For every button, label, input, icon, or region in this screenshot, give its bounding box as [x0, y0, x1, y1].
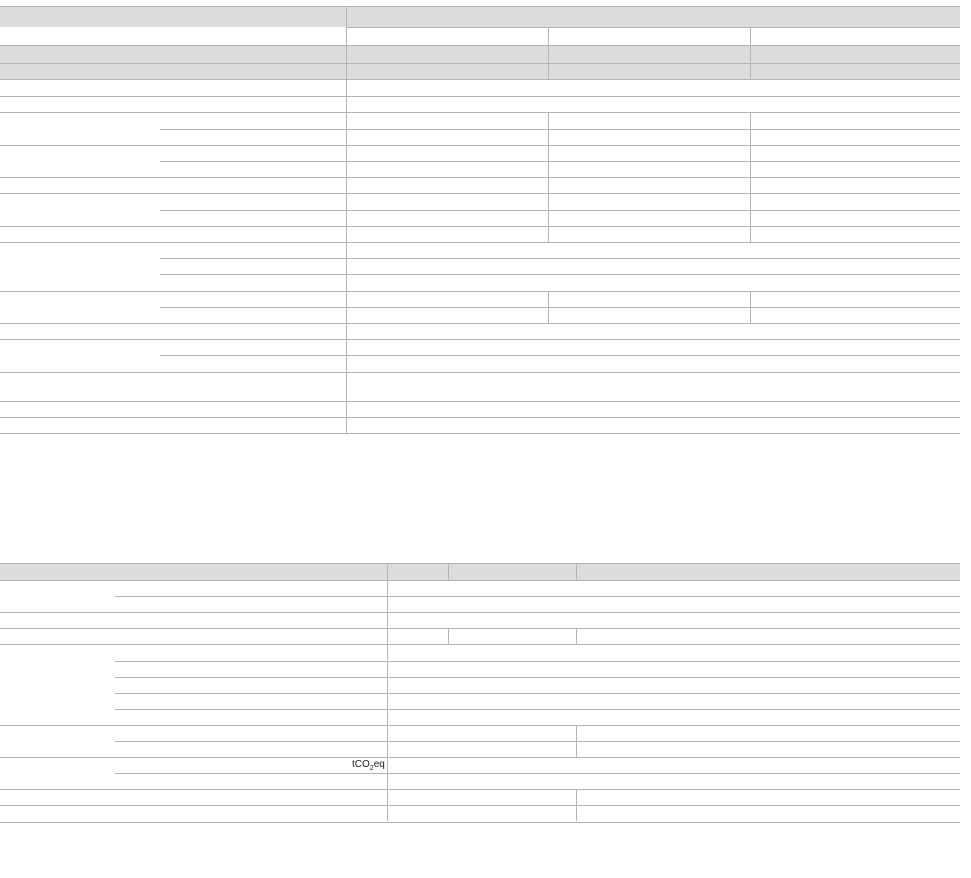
row-divider [0, 112, 960, 113]
column-divider [346, 274, 347, 290]
column-divider [346, 401, 347, 417]
row-divider [0, 177, 960, 178]
row-divider [0, 805, 960, 806]
row-divider [0, 79, 960, 80]
column-divider [387, 564, 388, 580]
column-divider [387, 612, 388, 628]
column-divider [448, 628, 449, 644]
row-divider [0, 339, 960, 340]
row-divider [0, 145, 960, 146]
column-divider [750, 145, 751, 161]
row-divider [115, 773, 960, 774]
column-divider [548, 27, 549, 80]
row-divider [160, 307, 960, 308]
column-divider [346, 372, 347, 401]
column-divider [548, 161, 549, 177]
column-divider [387, 805, 388, 821]
column-divider [750, 27, 751, 80]
row-divider [0, 612, 960, 613]
row-divider [160, 274, 960, 275]
column-divider [750, 226, 751, 242]
row-divider [115, 677, 960, 678]
row-unit: tCO$_2$eq [352, 759, 385, 773]
row-divider [0, 580, 960, 581]
column-divider [346, 161, 347, 177]
row-divider [115, 709, 960, 710]
row-divider [0, 63, 960, 64]
column-divider [750, 307, 751, 323]
column-divider [346, 80, 347, 96]
column-divider [750, 210, 751, 226]
row-divider [0, 372, 960, 373]
column-divider [548, 145, 549, 161]
column-divider [346, 291, 347, 307]
row-divider [0, 628, 960, 629]
column-divider [346, 177, 347, 193]
column-divider [750, 291, 751, 307]
row-divider [0, 563, 960, 564]
opis-band [0, 46, 960, 63]
column-divider [346, 258, 347, 274]
row-divider [0, 789, 960, 790]
row-divider [0, 644, 960, 645]
row-divider [0, 193, 960, 194]
column-divider [346, 355, 347, 371]
column-divider [346, 242, 347, 258]
row-divider [0, 6, 960, 7]
row-divider [0, 822, 960, 823]
column-divider [387, 677, 388, 693]
column-divider [387, 693, 388, 709]
column-divider [346, 339, 347, 355]
row-divider [0, 45, 960, 46]
column-divider [387, 773, 388, 789]
column-divider [387, 644, 388, 660]
column-divider [387, 709, 388, 725]
price-band [0, 63, 960, 79]
column-divider [346, 193, 347, 209]
column-divider [750, 193, 751, 209]
column-divider [346, 210, 347, 226]
column-divider [346, 417, 347, 433]
column-divider [548, 226, 549, 242]
row-divider [0, 291, 960, 292]
column-divider [387, 596, 388, 612]
column-divider [387, 757, 388, 773]
row-divider [0, 757, 960, 758]
column-divider [346, 96, 347, 112]
column-divider [346, 145, 347, 161]
column-divider [346, 6, 347, 80]
row-divider [0, 401, 960, 402]
row-divider [0, 226, 960, 227]
header-band [0, 7, 960, 27]
column-divider [346, 226, 347, 242]
column-divider [387, 580, 388, 596]
row-divider [0, 725, 960, 726]
row-divider [0, 433, 960, 434]
row-divider [0, 242, 960, 243]
column-divider [576, 725, 577, 741]
column-divider [750, 161, 751, 177]
column-divider [750, 112, 751, 128]
row-divider [115, 596, 960, 597]
row-divider [346, 27, 960, 28]
column-divider [387, 661, 388, 677]
column-divider [576, 741, 577, 757]
column-divider [387, 789, 388, 805]
column-divider [387, 628, 388, 644]
column-divider [346, 307, 347, 323]
row-divider [160, 258, 960, 259]
column-divider [548, 291, 549, 307]
column-divider [548, 112, 549, 128]
column-divider [387, 741, 388, 757]
column-divider [548, 210, 549, 226]
row-divider [160, 355, 960, 356]
row-divider [0, 323, 960, 324]
column-divider [548, 193, 549, 209]
row-divider [160, 210, 960, 211]
column-divider [346, 112, 347, 128]
column-divider [576, 805, 577, 821]
row-divider [160, 161, 960, 162]
column-divider [750, 129, 751, 145]
header-band [0, 564, 960, 580]
column-divider [548, 177, 549, 193]
column-divider [448, 564, 449, 580]
row-divider [115, 661, 960, 662]
row-divider [160, 129, 960, 130]
column-divider [548, 129, 549, 145]
column-divider [346, 323, 347, 339]
column-divider [548, 307, 549, 323]
column-divider [387, 725, 388, 741]
column-divider [576, 789, 577, 805]
column-divider [576, 564, 577, 580]
column-divider [750, 177, 751, 193]
row-divider [0, 417, 960, 418]
column-divider [346, 129, 347, 145]
row-divider [115, 693, 960, 694]
row-divider [115, 741, 960, 742]
column-divider [576, 628, 577, 644]
row-divider [0, 96, 960, 97]
